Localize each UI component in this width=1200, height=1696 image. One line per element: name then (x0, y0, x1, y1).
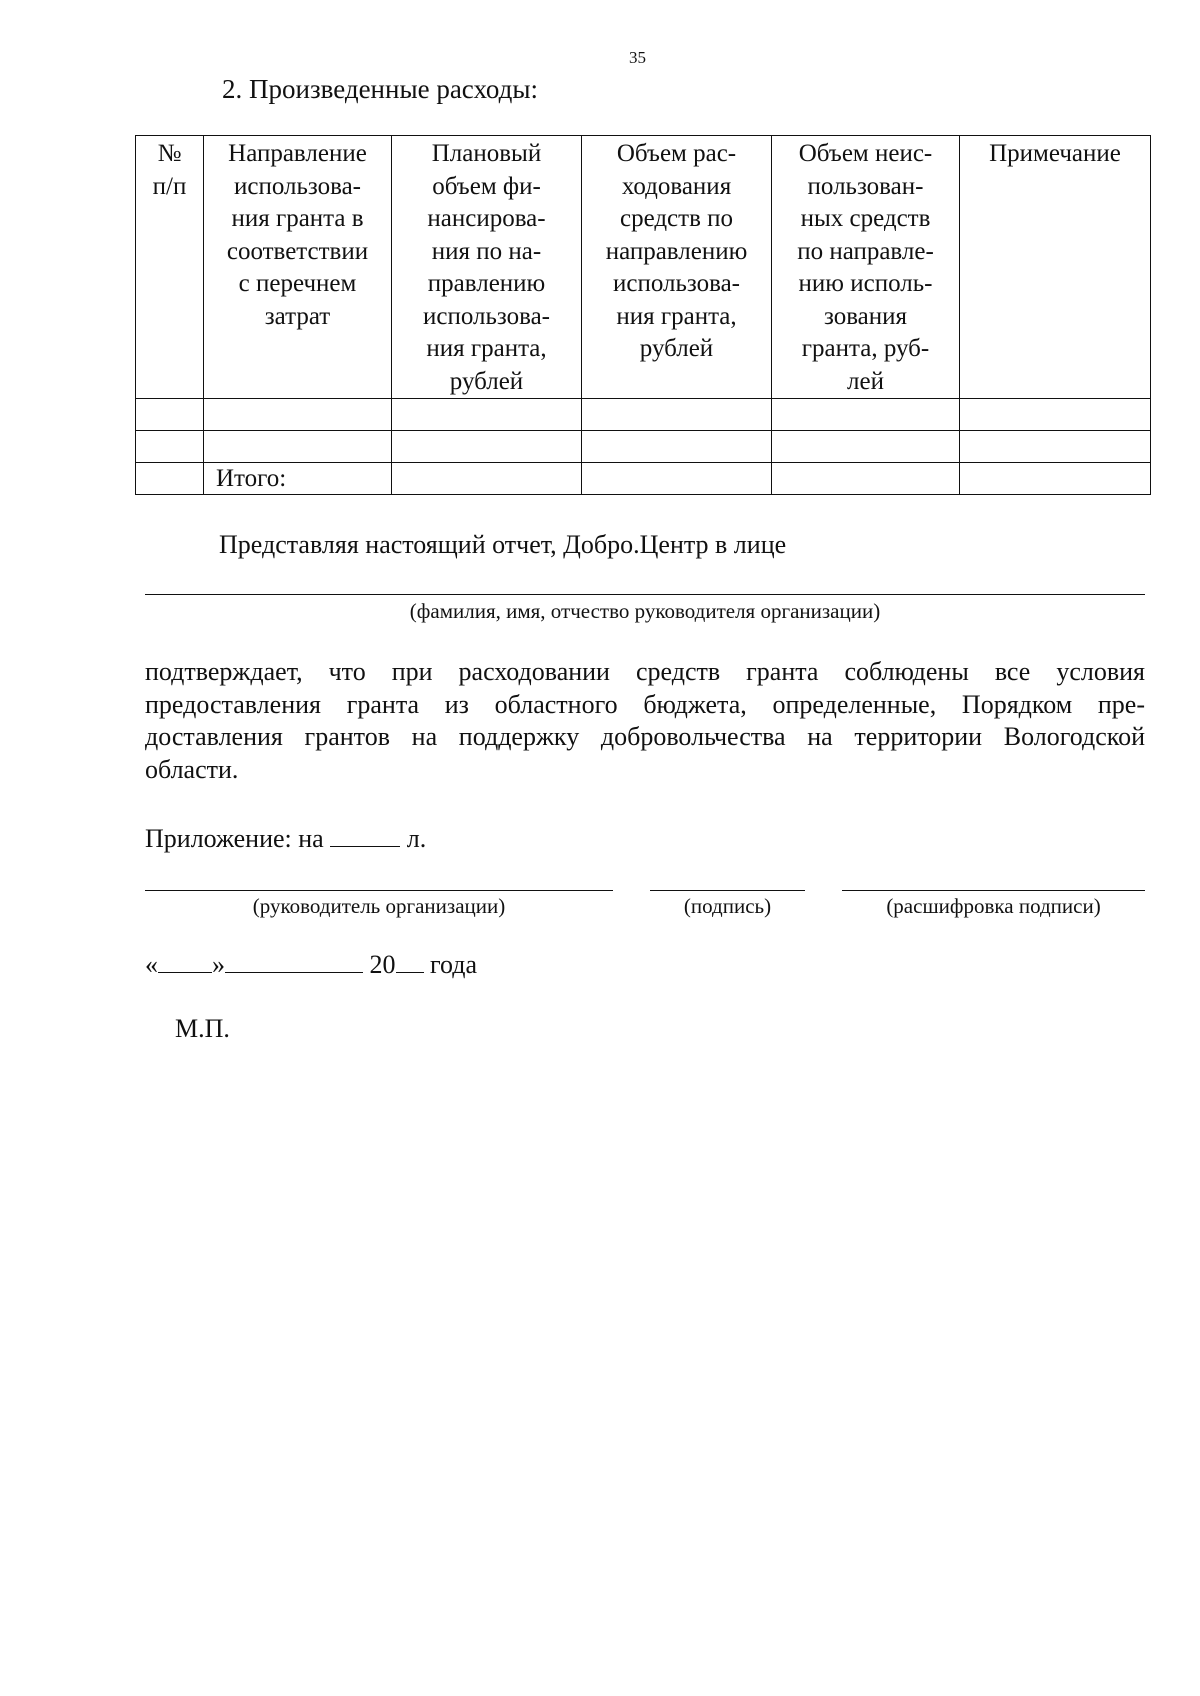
name-blank-line[interactable] (145, 594, 1145, 595)
header-note: Примечание (960, 136, 1151, 399)
expenses-table (135, 135, 1151, 495)
name-caption: (фамилия, имя, отчество руководителя организации) (409, 599, 881, 623)
table-cell[interactable] (960, 399, 1151, 431)
paragraph-line: области. (145, 754, 239, 784)
table-cell[interactable] (582, 399, 772, 431)
page-number: 35 (629, 48, 646, 67)
attachment-suffix: л. (406, 824, 427, 853)
table-cell[interactable] (582, 431, 772, 463)
day-blank[interactable] (158, 948, 212, 973)
header-spent-amount: Объем рас- ходования средств по направлению использова- ния гранта, рублей (582, 136, 772, 399)
head-signature-line[interactable] (145, 890, 613, 891)
table-cell[interactable] (582, 463, 772, 495)
total-label: Итого: (204, 463, 392, 495)
attachment-line (145, 822, 426, 856)
signature-line[interactable] (650, 890, 805, 891)
table-total-row (136, 463, 1151, 495)
table-row (136, 431, 1151, 463)
decoding-caption: (расшифровка подписи) (886, 894, 1101, 918)
table-cell[interactable] (960, 431, 1151, 463)
table-row (136, 399, 1151, 431)
head-caption: (руководитель организации) (252, 894, 506, 918)
confirmation-paragraph (145, 656, 1145, 786)
table-header-row (136, 136, 1151, 399)
section-heading: 2. Произведенные расходы: (222, 74, 539, 104)
table-cell[interactable] (392, 463, 582, 495)
report-intro: Представляя настоящий отчет, Добро.Центр в лице (219, 530, 787, 559)
stamp-placeholder: М.П. (175, 1014, 230, 1043)
date-close-quote: » (212, 950, 225, 979)
year-suffix: года (430, 950, 478, 979)
header-number: № п/п (136, 136, 204, 399)
signature-caption: (подпись) (683, 894, 772, 918)
attachment-pages-blank[interactable] (330, 822, 400, 847)
year-prefix: 20 (369, 950, 396, 979)
paragraph-line: подтверждает, что при расходовании средств гранта соблюдены все условия (145, 657, 1145, 686)
header-direction: Направление использова- ния гранта в соответствии с перечнем затрат (204, 136, 392, 399)
table-cell[interactable] (960, 463, 1151, 495)
table-cell (136, 463, 204, 495)
table-cell[interactable] (136, 399, 204, 431)
date-line (145, 948, 477, 982)
table-cell[interactable] (204, 431, 392, 463)
year-blank[interactable] (396, 948, 424, 973)
header-planned-amount: Плановый объем фи- нансирова- ния по на- правлению использова- ния гранта, рублей (392, 136, 582, 399)
header-unused-amount: Объем неис- пользован- ных средств по направле- нию исполь- зования гранта, руб- лей (772, 136, 960, 399)
month-blank[interactable] (225, 948, 363, 973)
decoding-line[interactable] (842, 890, 1145, 891)
paragraph-line: доставления грантов на поддержку добровольчества на территории Вологодской (145, 722, 1145, 751)
table-cell[interactable] (392, 399, 582, 431)
table-cell[interactable] (772, 399, 960, 431)
date-open-quote: « (145, 950, 158, 979)
paragraph-line: предоставления гранта из областного бюджета, определенные, Порядком пре- (145, 689, 1145, 719)
attachment-prefix: Приложение: на (145, 824, 324, 853)
table-cell[interactable] (772, 431, 960, 463)
table-cell[interactable] (136, 431, 204, 463)
table-cell[interactable] (392, 431, 582, 463)
table-cell[interactable] (772, 463, 960, 495)
table-cell[interactable] (204, 399, 392, 431)
